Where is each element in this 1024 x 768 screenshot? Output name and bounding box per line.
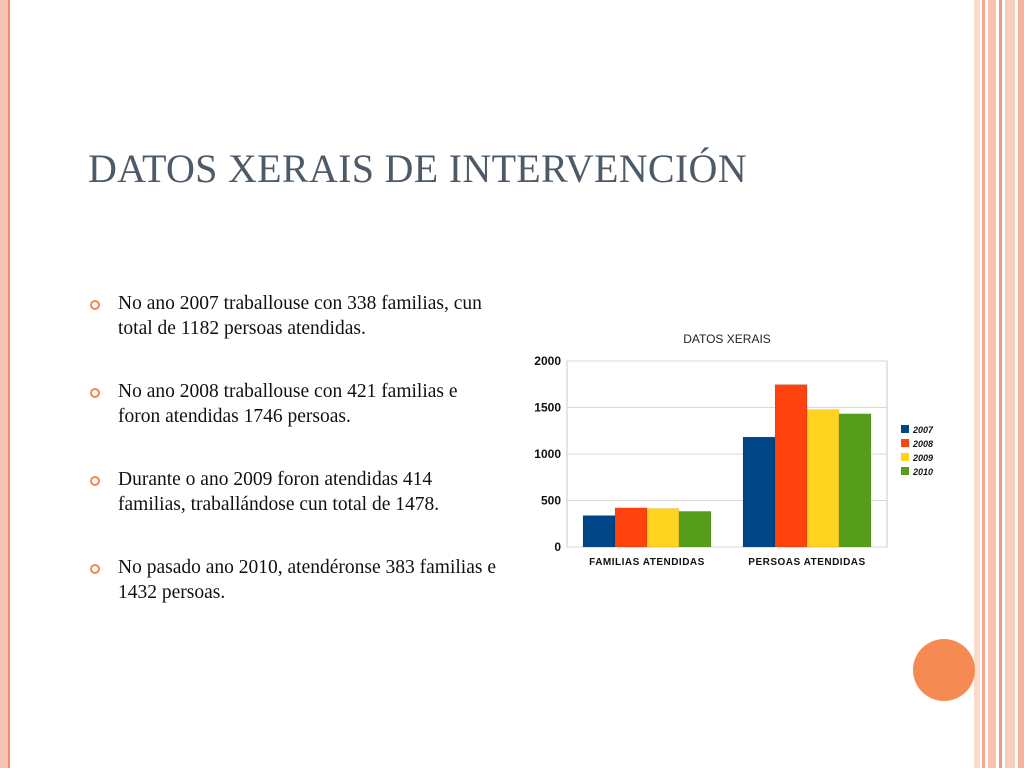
bar-2008 (615, 508, 647, 547)
bar-2010 (839, 414, 871, 547)
bar-2010 (679, 511, 711, 547)
bullet-text: Durante o ano 2009 foron atendidas 414 familias, traballándose cun total de 1478. (118, 469, 440, 515)
bar-2008 (775, 385, 807, 547)
right-stripes-decoration (974, 0, 1024, 768)
left-border-decoration (0, 0, 10, 768)
slide-title: DATOS XERAIS DE INTERVENCIÓN (88, 146, 747, 191)
legend-swatch-2007 (901, 425, 909, 433)
bullet-text: No pasado ano 2010, atendéronse 383 familias e 1432 persoas. (118, 557, 496, 603)
bar-2007 (743, 437, 775, 547)
legend-label: 2010 (913, 467, 934, 477)
bullet-item (90, 380, 500, 429)
y-tick-label: 1000 (534, 447, 561, 461)
bar-2007 (583, 516, 615, 547)
bar-2009 (807, 410, 839, 547)
legend-label: 2008 (913, 439, 934, 449)
y-tick-label: 1500 (534, 400, 561, 415)
y-tick-label: 2000 (534, 354, 561, 368)
bullet-text: No ano 2007 traballouse con 338 familias, cun total de 1182 persoas atendidas. (118, 293, 482, 339)
y-tick-label: 0 (554, 540, 561, 554)
bullet-item (90, 292, 500, 341)
bullet-circle-icon (90, 388, 100, 398)
bullet-list (90, 292, 500, 644)
bar-2009 (647, 508, 679, 547)
x-tick-label: FAMILIAS ATENDIDAS (589, 557, 705, 568)
bullet-text: No ano 2008 traballouse con 421 familias e foron atendidas 1746 persoas. (118, 381, 458, 427)
x-tick-label: PERSOAS ATENDIDAS (748, 557, 866, 568)
bullet-item (90, 468, 500, 517)
bullet-item (90, 556, 500, 605)
bullet-circle-icon (90, 476, 100, 486)
legend-swatch-2010 (901, 467, 909, 475)
legend-swatch-2008 (901, 439, 909, 447)
legend-label: 2007 (913, 425, 934, 435)
bar-chart (515, 327, 945, 577)
legend-label: 2009 (913, 453, 934, 463)
legend-swatch-2009 (901, 453, 909, 461)
bullet-circle-icon (90, 300, 100, 310)
chart-title: DATOS XERAIS (683, 332, 771, 346)
decorative-circle (913, 639, 975, 701)
bullet-circle-icon (90, 564, 100, 574)
y-tick-label: 500 (540, 493, 561, 508)
